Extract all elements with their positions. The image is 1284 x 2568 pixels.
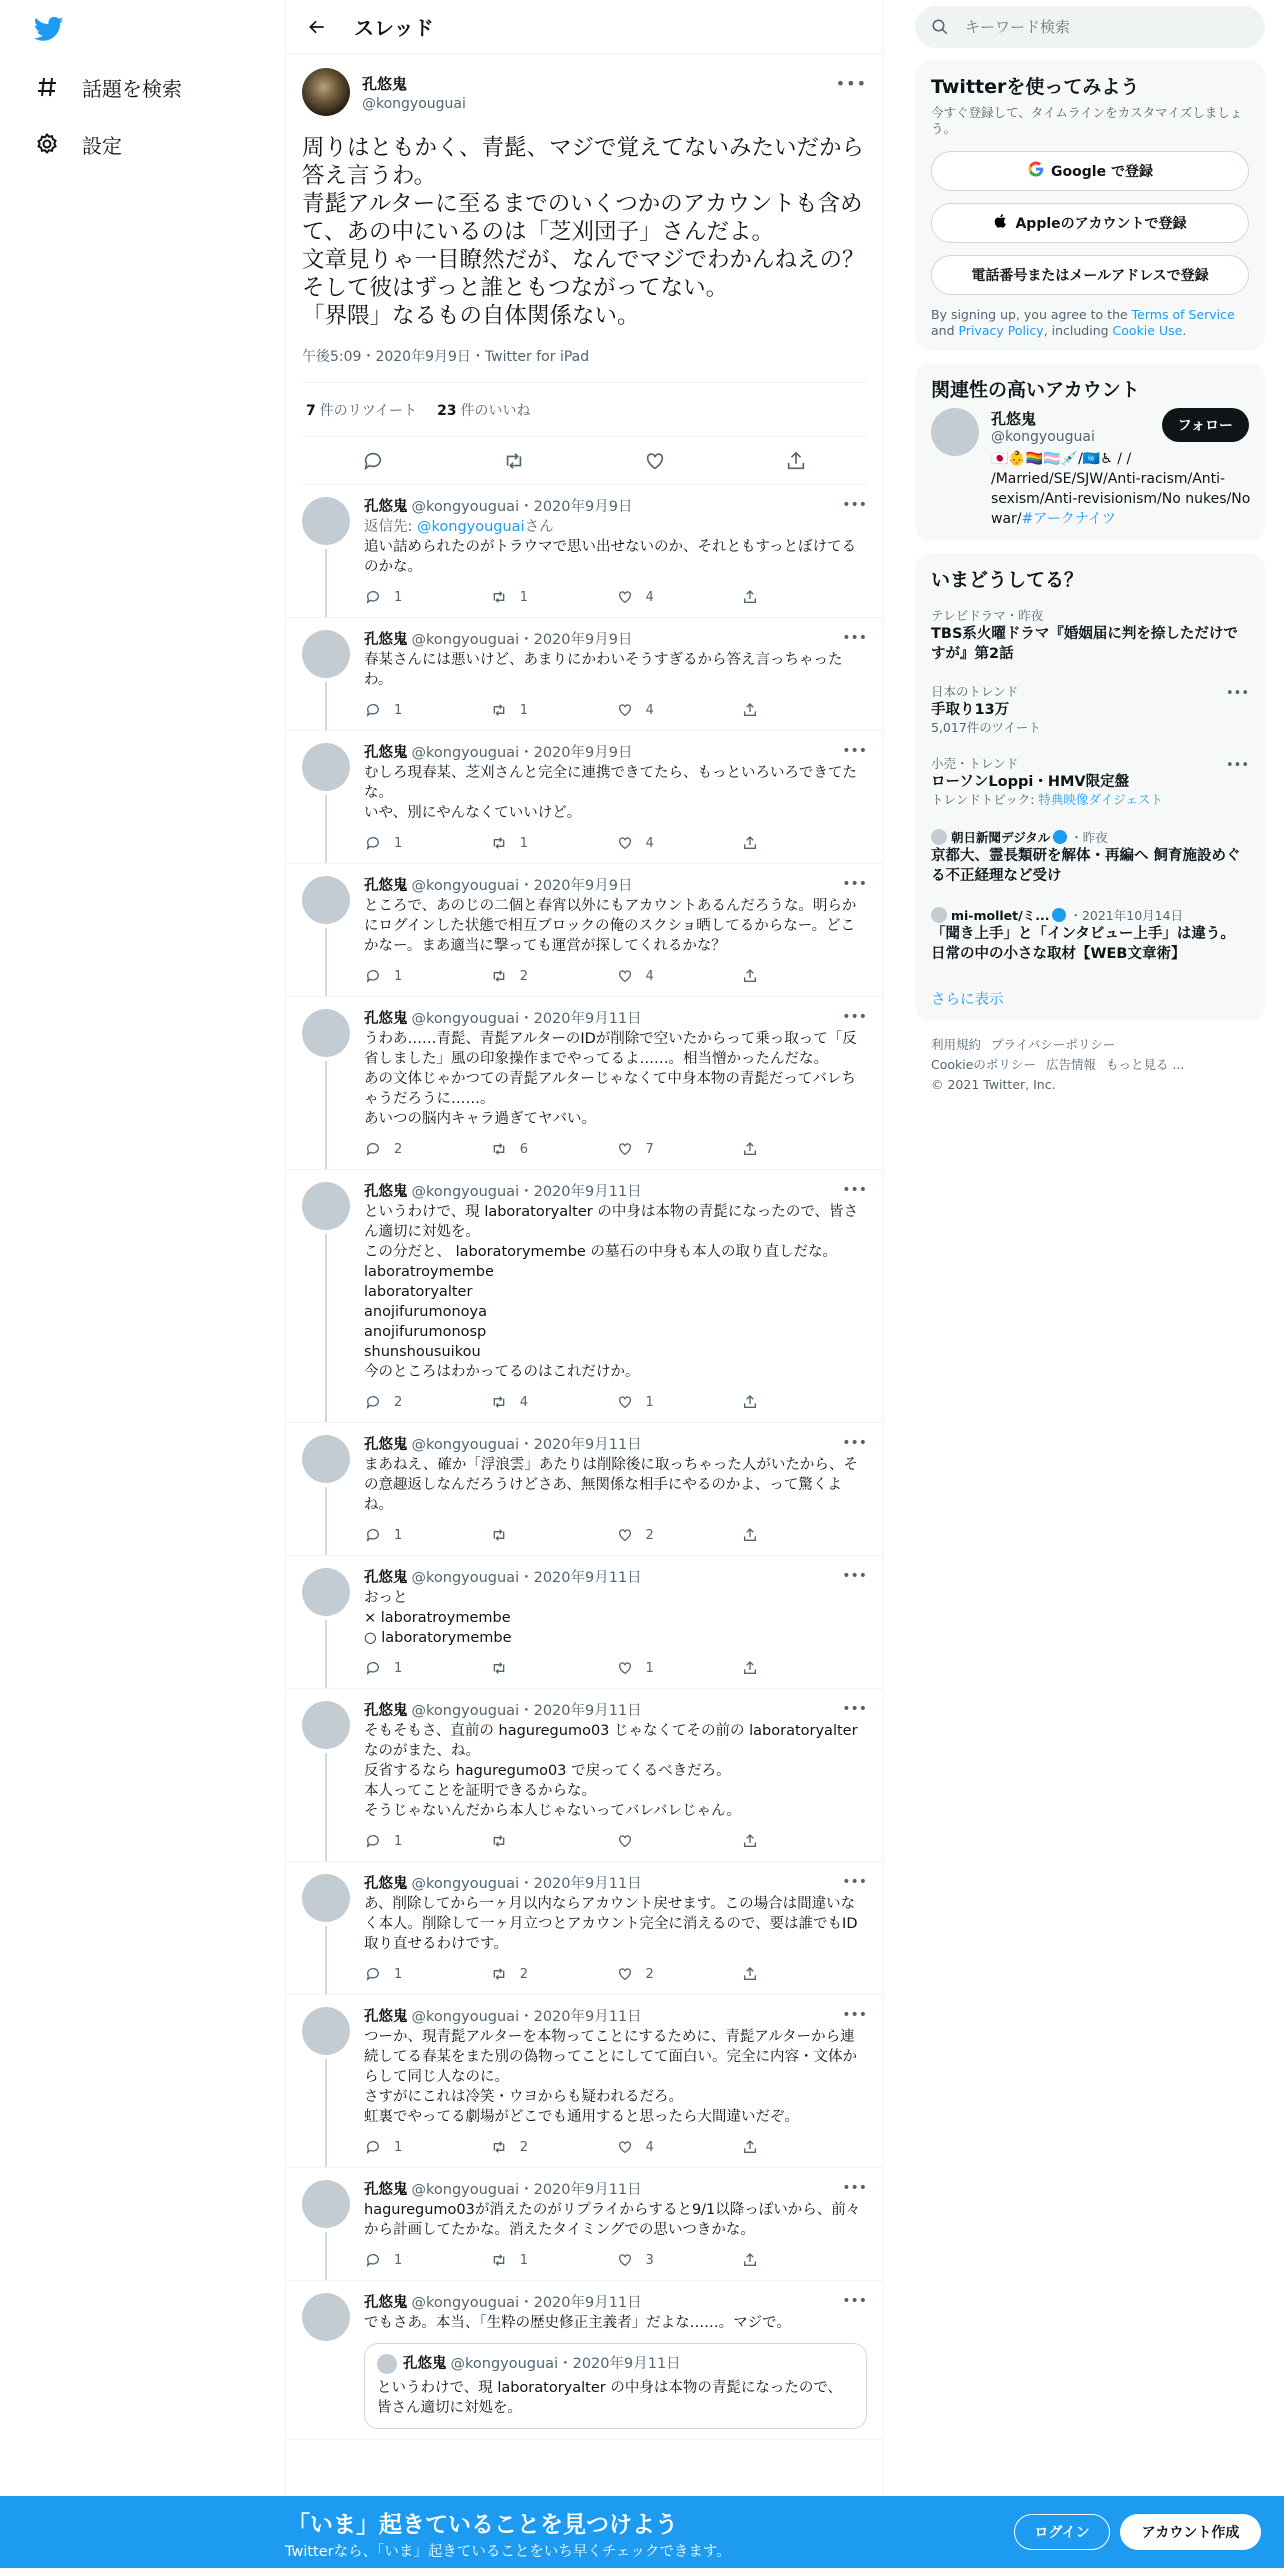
tweet-actions — [302, 437, 867, 485]
reply-to: 返信先: @kongyouguaiさん — [364, 519, 554, 535]
like-icon[interactable] — [643, 449, 667, 473]
reply-icon — [364, 1965, 382, 1983]
thread-line — [325, 2232, 327, 2280]
reply-tweet[interactable] — [286, 618, 883, 731]
more-options-icon[interactable]: ••• — [842, 2007, 867, 2023]
avatar[interactable] — [302, 1874, 350, 1922]
avatar — [931, 907, 947, 923]
retweet-button[interactable]: 2 — [490, 967, 616, 985]
thread-line — [325, 1234, 327, 1422]
related-title: 関連性の高いアカウント — [931, 379, 1140, 401]
like-button[interactable]: 1 — [616, 1393, 742, 1411]
reply-tweet[interactable] — [286, 1423, 883, 1556]
reply-icon — [364, 834, 382, 852]
reply-tweet[interactable] — [286, 1862, 883, 1995]
avatar[interactable] — [302, 2293, 350, 2341]
apple-icon — [993, 213, 1009, 233]
trend-item[interactable] — [931, 746, 1249, 818]
retweet-button[interactable]: 2 — [490, 1965, 616, 1983]
search-input[interactable] — [965, 18, 1235, 36]
like-icon — [616, 834, 634, 852]
verified-icon — [1052, 908, 1066, 922]
share-icon — [741, 967, 759, 985]
reply-text: うわあ……青髭、青髭アルターのIDが削除で空いたからって乗っ取って「反省しました」風の印象操作までやってるよ……。相当憎かったんだな。 あの文体じゃかつての青髭アルターじゃなくて中身本物の青髭だってバレちゃうだろうに……。 あいつの脳内キャラ過ぎてヤバい。 — [364, 1031, 857, 1127]
reply-button[interactable]: 1 — [364, 967, 490, 985]
reply-icon — [364, 1393, 382, 1411]
retweet-button[interactable] — [490, 1526, 616, 1544]
avatar[interactable] — [302, 743, 350, 791]
reply-list — [286, 485, 883, 2281]
reply-button[interactable]: 1 — [364, 2138, 490, 2156]
share-icon — [741, 1965, 759, 1983]
like-count[interactable]: 23 件のいいね — [437, 402, 531, 419]
related-account[interactable] — [931, 408, 1249, 529]
hashtag-icon — [34, 74, 60, 100]
more-options-icon[interactable]: ••• — [1225, 686, 1249, 701]
share-button[interactable] — [741, 1659, 867, 1677]
hashtag-link[interactable]: #アークナイツ — [1021, 511, 1116, 527]
reply-button[interactable]: 1 — [364, 2251, 490, 2269]
nav-settings[interactable] — [34, 124, 122, 164]
account-handle[interactable]: @kongyouguai — [991, 429, 1095, 445]
share-button[interactable] — [741, 967, 867, 985]
reply-text: おっと × laboratroymembe ○ laboratorymembe — [364, 1590, 512, 1646]
tweet-timestamp[interactable]: 午後5:09・2020年9月9日・Twitter for iPad — [302, 346, 867, 383]
reply-text: でもさあ。本当、「生粋の歴史修正主義者」だよな……。マジで。 — [364, 2315, 791, 2331]
reply-tweet[interactable] — [286, 1995, 883, 2168]
reply-text: 追い詰められたのがトラウマで思い出せないのか、それともすっとぼけてるのかな。 — [364, 539, 857, 575]
reply-icon — [364, 1832, 382, 1850]
retweet-button[interactable]: 6 — [490, 1140, 616, 1158]
reply-header: 孔悠鬼 @kongyouguai・2020年9月11日 — [364, 1703, 642, 1719]
page-title: スレッド — [354, 16, 434, 40]
signup-terms: By signing up, you agree to the Terms of Service and Privacy Policy, including Cookie Use. — [931, 307, 1235, 338]
more-options-icon[interactable]: ••• — [842, 497, 867, 513]
reply-icon — [364, 2138, 382, 2156]
reply-header: 孔悠鬼 @kongyouguai・2020年9月11日 — [364, 1184, 642, 1200]
create-account-button[interactable]: アカウント作成 — [1120, 2514, 1261, 2550]
cookie-link[interactable]: Cookie Use — [1112, 323, 1183, 338]
reply-actions — [364, 2250, 867, 2270]
retweet-count[interactable]: 7 件のリツイート — [306, 402, 418, 419]
like-icon — [616, 1393, 634, 1411]
share-icon — [741, 1140, 759, 1158]
reply-actions — [364, 1525, 867, 1545]
nav-explore-label: 話題を検索 — [82, 76, 182, 101]
reply-icon — [364, 1526, 382, 1544]
search-box[interactable] — [915, 6, 1265, 48]
reply-header: 孔悠鬼 @kongyouguai・2020年9月11日 — [364, 1437, 642, 1453]
reply-tweet[interactable] — [286, 1689, 883, 1862]
thread-line — [325, 795, 327, 863]
news-item[interactable] — [931, 896, 1249, 974]
trend-item[interactable] — [931, 598, 1249, 674]
reply-actions — [364, 1658, 867, 1678]
reply-header: 孔悠鬼 @kongyouguai・2020年9月9日 — [364, 745, 633, 761]
reply-header: 孔悠鬼 @kongyouguai・2020年9月9日 — [364, 632, 633, 648]
more-options-icon[interactable]: ••• — [842, 1701, 867, 1717]
retweet-icon — [490, 588, 508, 606]
share-button[interactable] — [741, 1832, 867, 1850]
share-icon — [741, 2138, 759, 2156]
avatar[interactable] — [302, 1009, 350, 1057]
share-icon — [741, 1526, 759, 1544]
reply-tweet[interactable] — [286, 731, 883, 864]
thread-line — [325, 682, 327, 730]
reply-icon — [364, 701, 382, 719]
reply-text: あ、削除してから一ヶ月以内ならアカウント戻せます。この場合は間違いなく本人。削除して一ヶ月立つとアカウント完全に消えるので、要は誰でもID取り直せるわけです。 — [364, 1896, 858, 1952]
left-sidebar — [0, 0, 285, 2568]
trend-sub: 5,017件のツイート — [931, 720, 1041, 735]
avatar[interactable] — [302, 497, 350, 545]
like-button[interactable]: 4 — [616, 834, 742, 852]
reply-header: 孔悠鬼 @kongyouguai・2020年9月11日 — [364, 1876, 642, 1892]
reply-button[interactable]: 1 — [364, 588, 490, 606]
avatar[interactable] — [302, 1701, 350, 1749]
retweet-button[interactable] — [490, 1832, 616, 1850]
related-accounts-card — [915, 363, 1265, 541]
share-button[interactable] — [741, 588, 867, 606]
signup-card — [915, 60, 1265, 351]
like-button[interactable]: 1 — [616, 1659, 742, 1677]
retweet-icon — [490, 2251, 508, 2269]
thread-line — [325, 549, 327, 617]
news-source: 朝日新聞デジタル ・昨夜 — [931, 828, 1249, 846]
more-options-icon[interactable]: ••• — [1225, 758, 1249, 773]
reply-icon — [364, 967, 382, 985]
reply-button[interactable]: 1 — [364, 834, 490, 852]
reply-header: 孔悠鬼 @kongyouguai・2020年9月9日 — [364, 499, 633, 515]
reply-actions — [364, 587, 867, 607]
reply-actions — [364, 1831, 867, 1851]
reply-header: 孔悠鬼 @kongyouguai・2020年9月11日 — [364, 2009, 642, 2025]
share-icon — [741, 588, 759, 606]
reply-icon — [364, 1140, 382, 1158]
avatar[interactable] — [302, 1435, 350, 1483]
apple-signup-button[interactable]: Appleのアカウントで登録 — [931, 203, 1249, 243]
reply-actions — [364, 1964, 867, 1984]
share-icon — [741, 2251, 759, 2269]
reply-tweet[interactable] — [286, 2168, 883, 2281]
account-name[interactable]: 孔悠鬼 — [991, 410, 1037, 428]
trend-title: ローソンLoppi・HMV限定盤 — [931, 774, 1130, 790]
reply-header: 孔悠鬼 @kongyouguai・2020年9月11日 — [364, 2295, 642, 2311]
avatar — [377, 2354, 397, 2374]
avatar[interactable] — [931, 408, 979, 456]
reply-text: haguregumo03が消えたのがリプライからすると9/1以降っぽいから、前々から計画してたかな。消えたタイミングでの思いつきかな。 — [364, 2202, 861, 2238]
more-options-icon[interactable]: ••• — [842, 876, 867, 892]
phone-email-signup-button[interactable]: 電話番号またはメールアドレスで登録 — [931, 255, 1249, 295]
quoted-tweet[interactable]: 孔悠鬼 @kongyouguai・2020年9月11日 というわけで、現 laboratoryalter の中身は本物の青髭になったので、皆さん適切に対処を。 — [364, 2343, 867, 2429]
show-more-link[interactable]: さらに表示 — [931, 992, 1004, 1008]
footer-terms[interactable]: 利用規約 — [931, 1037, 982, 1052]
signup-subtitle: 今すぐ登録して、タイムラインをカスタマイズしましょう。 — [931, 105, 1243, 136]
avatar[interactable] — [302, 2180, 350, 2228]
more-options-icon[interactable]: ••• — [842, 1009, 867, 1025]
google-signup-button[interactable]: Google で登録 — [931, 151, 1249, 191]
reply-tweet[interactable] — [286, 1556, 883, 1689]
news-item[interactable] — [931, 818, 1249, 896]
retweet-icon — [490, 967, 508, 985]
avatar — [931, 829, 947, 845]
reply-button[interactable]: 1 — [364, 1965, 490, 1983]
signup-title: Twitterを使ってみよう — [931, 76, 1140, 98]
more-options-icon[interactable]: ••• — [842, 1435, 867, 1451]
twitter-logo-icon[interactable] — [32, 14, 68, 44]
retweet-icon — [490, 1526, 508, 1544]
thread-line — [325, 1926, 327, 1994]
reply-actions — [364, 700, 867, 720]
like-icon — [616, 1965, 634, 1983]
news-title: 京都大、霊長類研を解体・再編へ 飼育施設めぐる不正経理など受け — [931, 848, 1241, 884]
reply-text: そもそもさ、直前の haguregumo03 じゃなくてその前の laboratoryalter なのがまた、ね。 反省するなら haguregumo03 で戻ってくるべきだろ。 本人ってことを証明できるからな。 そうじゃないんだから本人じゃないってバレバレじゃん。 — [364, 1723, 858, 1819]
more-options-icon[interactable]: ••• — [842, 743, 867, 759]
trend-context: テレビドラマ・昨夜 — [931, 608, 1044, 623]
share-button[interactable] — [741, 834, 867, 852]
thread-line — [325, 1487, 327, 1555]
like-icon — [616, 1659, 634, 1677]
like-button[interactable]: 4 — [616, 2138, 742, 2156]
like-button[interactable]: 4 — [616, 967, 742, 985]
footer-links — [915, 1035, 1265, 1095]
more-options-icon[interactable]: ••• — [842, 2293, 867, 2309]
signup-banner — [0, 2496, 1284, 2568]
like-icon — [616, 1526, 634, 1544]
retweet-icon — [490, 834, 508, 852]
reply-icon — [364, 1659, 382, 1677]
reply-actions — [364, 1392, 867, 1412]
trend-title: TBS系火曜ドラマ『婚姻届に判を捺しただけですが』第2話 — [931, 626, 1238, 662]
share-button[interactable] — [741, 1965, 867, 1983]
retweet-icon — [490, 1140, 508, 1158]
copyright: © 2021 Twitter, Inc. — [931, 1077, 1056, 1092]
retweet-button[interactable] — [490, 1659, 616, 1677]
reply-button[interactable]: 1 — [364, 701, 490, 719]
reply-header: 孔悠鬼 @kongyouguai・2020年9月11日 — [364, 2182, 642, 2198]
retweet-icon — [490, 701, 508, 719]
trend-list — [931, 598, 1249, 818]
reply-tweet[interactable] — [286, 2281, 883, 2440]
reply-header: 孔悠鬼 @kongyouguai・2020年9月9日 — [364, 878, 633, 894]
share-icon[interactable] — [784, 449, 808, 473]
news-list — [931, 818, 1249, 974]
reply-tweet[interactable] — [286, 1170, 883, 1423]
quoted-text: というわけで、現 laboratoryalter の中身は本物の青髭になったので、皆さん適切に対処を。 — [377, 2380, 843, 2416]
reply-text: 春某さんには悪いけど、あまりにかわいそうすぎるから答え言っちゃったわ。 — [364, 652, 843, 688]
trend-context: 小売・トレンド — [931, 756, 1019, 771]
retweet-icon — [490, 1832, 508, 1850]
reply-button[interactable]: 2 — [364, 1140, 490, 1158]
retweet-button[interactable]: 1 — [490, 834, 616, 852]
more-options-icon[interactable]: ••• — [842, 1182, 867, 1198]
thread-line — [325, 1753, 327, 1861]
search-icon — [931, 17, 951, 37]
banner-title: 「いま」起きていることを見つけよう — [287, 2512, 678, 2538]
reply-text: むしろ現春某、芝刈さんと完全に連携できてたら、もっといろいろできてたな。 いや、別にやんなくていいけど。 — [364, 765, 857, 821]
retweet-icon — [490, 2138, 508, 2156]
reply-header: 孔悠鬼 @kongyouguai・2020年9月11日 — [364, 1570, 642, 1586]
footer-privacy[interactable]: プライバシーポリシー — [991, 1037, 1116, 1052]
avatar[interactable] — [302, 2007, 350, 2055]
share-button[interactable] — [741, 1393, 867, 1411]
tweet-text: 周りはともかく、青髭、マジで覚えてないみたいだから答え言うわ。 青髭アルターに至るまでのいくつかのアカウントも含めて、あの中にいるのは「芝刈団子」さんだよ。 文章見りゃ一目瞭然だが、なんでマジでわかんねえの？ そして彼はずっと誰ともつながってない。 「界隈」なるもの自体関係ない。 — [302, 135, 865, 329]
mention-link[interactable]: @kongyouguai — [417, 519, 525, 535]
main-tweet — [286, 54, 883, 485]
more-options-icon[interactable]: ••• — [842, 630, 867, 646]
more-options-icon[interactable]: ••• — [842, 1874, 867, 1890]
reply-text: まあねえ、確か「浮浪雲」あたりは削除後に取っちゃった人がいたから、その意趣返しなんだろうけどさあ、無関係な相手にやるのかよ、って驚くよね。 — [364, 1457, 858, 1513]
retweet-button[interactable]: 1 — [490, 588, 616, 606]
like-button[interactable] — [616, 1832, 742, 1850]
reply-text: というわけで、現 laboratoryalter の中身は本物の青髭になったので、皆さん適切に対処を。 この分だと、 laboratorymembe の墓石の中身も本人の取り直しだな。 laboratroymembe laboratoryalter anojifurumonoya anojifurumonosp shunshousuikou 今のところはわかってるのはこれだけか。 — [364, 1204, 859, 1380]
share-button[interactable] — [741, 2138, 867, 2156]
retweet-button[interactable]: 1 — [490, 701, 616, 719]
share-icon — [741, 834, 759, 852]
footer-cookie[interactable]: Cookieのポリシー — [931, 1057, 1036, 1072]
retweet-button[interactable]: 2 — [490, 2138, 616, 2156]
footer-ads[interactable]: 広告情報 — [1045, 1057, 1096, 1072]
reply-button[interactable]: 1 — [364, 1526, 490, 1544]
share-button[interactable] — [741, 1526, 867, 1544]
reply-actions — [364, 1139, 867, 1159]
like-button[interactable]: 2 — [616, 1526, 742, 1544]
follow-button[interactable]: フォロー — [1162, 408, 1249, 442]
author-handle[interactable]: @kongyouguai — [362, 95, 466, 112]
like-icon — [616, 701, 634, 719]
trend-topic-link[interactable]: 特典映像ダイジェスト — [1038, 792, 1163, 807]
news-title: 「聞き上手」と「インタビュー上手」は違う。日常の中の小さな取材【WEB文章術】 — [931, 926, 1235, 962]
more-options-icon[interactable]: ••• — [842, 1568, 867, 1584]
trend-sub: トレンドトピック: 特典映像ダイジェスト — [931, 792, 1163, 807]
reply-actions — [364, 966, 867, 986]
retweet-button[interactable]: 4 — [490, 1393, 616, 1411]
reply-icon[interactable] — [361, 449, 385, 473]
reply-icon — [364, 2251, 382, 2269]
account-bio: 🇯🇵👶🏳️‍🌈🏳️‍⚧️💉/🇺🇳♿ / / /Married/SE/SJW/Anti-racism/Anti-sexism/Anti-revisionism/No nukes/No war/#アークナイツ — [991, 451, 1251, 527]
retweet-icon — [490, 1659, 508, 1677]
like-button[interactable]: 7 — [616, 1140, 742, 1158]
reply-tweet[interactable] — [286, 864, 883, 997]
reply-button[interactable]: 2 — [364, 1393, 490, 1411]
share-icon — [741, 1832, 759, 1850]
share-icon — [741, 1659, 759, 1677]
reply-header: 孔悠鬼 @kongyouguai・2020年9月11日 — [364, 1011, 642, 1027]
retweet-icon — [490, 1965, 508, 1983]
reply-text: ところで、あのじの二個と春宵以外にもアカウントあるんだろうな。明らかにログインした状態で相互ブロックの俺のスクショ晒してるからなー。どこかなー。まあ適当に撃っても運営が探してくれるかな？ — [364, 898, 857, 954]
avatar[interactable] — [302, 876, 350, 924]
more-options-icon[interactable]: ••• — [842, 2180, 867, 2196]
like-button[interactable]: 3 — [616, 2251, 742, 2269]
share-button[interactable] — [741, 2251, 867, 2269]
nav-settings-label: 設定 — [82, 133, 122, 158]
news-source: mi-mollet/ミ... ・2021年10月14日 — [931, 906, 1249, 924]
privacy-link[interactable]: Privacy Policy — [958, 323, 1044, 338]
reply-button[interactable]: 1 — [364, 1659, 490, 1677]
share-button[interactable] — [741, 701, 867, 719]
avatar[interactable] — [302, 1568, 350, 1616]
share-button[interactable] — [741, 1140, 867, 1158]
like-icon — [616, 1140, 634, 1158]
right-sidebar — [915, 0, 1265, 1095]
thread-column — [285, 0, 884, 2568]
like-button[interactable]: 2 — [616, 1965, 742, 1983]
main-tweet-header — [302, 66, 867, 118]
back-arrow-icon[interactable] — [304, 14, 330, 40]
nav-explore[interactable] — [34, 67, 182, 107]
author-name[interactable]: 孔悠鬼 — [362, 74, 408, 93]
avatar[interactable] — [302, 1182, 350, 1230]
login-button[interactable]: ログイン — [1014, 2514, 1110, 2550]
like-button[interactable]: 4 — [616, 588, 742, 606]
thread-line — [325, 2059, 327, 2167]
terms-link[interactable]: Terms of Service — [1131, 307, 1235, 322]
avatar[interactable] — [302, 68, 350, 116]
reply-tweet[interactable] — [286, 485, 883, 618]
like-icon — [616, 588, 634, 606]
retweet-button[interactable]: 1 — [490, 2251, 616, 2269]
trends-title: いまどうしてる？ — [931, 569, 1084, 591]
reply-actions — [364, 2137, 867, 2157]
retweet-icon[interactable] — [502, 449, 526, 473]
avatar[interactable] — [302, 630, 350, 678]
share-icon — [741, 701, 759, 719]
reply-icon — [364, 588, 382, 606]
thread-line — [325, 1061, 327, 1169]
reply-tweet[interactable] — [286, 997, 883, 1170]
reply-actions — [364, 833, 867, 853]
like-icon — [616, 2251, 634, 2269]
like-button[interactable]: 4 — [616, 701, 742, 719]
thread-line — [325, 1620, 327, 1688]
footer-more[interactable]: もっと見る ... — [1105, 1057, 1185, 1072]
trend-title: 手取り13万 — [931, 702, 1010, 718]
google-icon — [1027, 160, 1045, 182]
trends-card — [915, 553, 1265, 1021]
tweet-stats — [302, 383, 867, 437]
gear-icon — [34, 131, 60, 157]
like-icon — [616, 967, 634, 985]
like-icon — [616, 2138, 634, 2156]
banner-subtitle: Twitterなら、「いま」起きていることをいち早くチェックできます。 — [285, 2544, 731, 2560]
retweet-icon — [490, 1393, 508, 1411]
more-options-icon[interactable]: ••• — [835, 74, 867, 93]
reply-text: つーか、現青髭アルターを本物ってことにするために、青髭アルターから連続してる春某をまた別の偽物ってことにしてて面白い。完全に内容・文体からして同じ人なのに。 さすがにこれは冷笑・ウヨからも疑われるだろ。 虹裏でやってる劇場がどこでも通用すると思ったら大間違いだぞ。 — [364, 2029, 857, 2125]
thread-header — [286, 0, 883, 54]
like-icon — [616, 1832, 634, 1850]
thread-line — [325, 928, 327, 996]
trend-item[interactable] — [931, 674, 1249, 746]
reply-button[interactable]: 1 — [364, 1832, 490, 1850]
share-icon — [741, 1393, 759, 1411]
verified-icon — [1053, 830, 1067, 844]
trend-context: 日本のトレンド — [931, 684, 1019, 699]
